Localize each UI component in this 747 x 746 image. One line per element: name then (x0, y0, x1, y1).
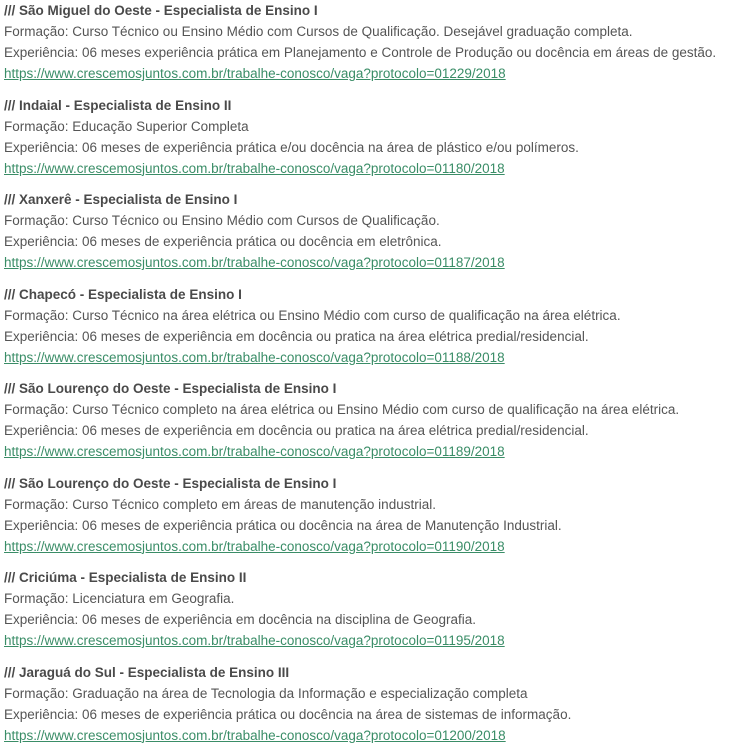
job-formacao: Formação: Curso Técnico completo na área elétrica ou Ensino Médio com curso de qualificação na área elétrica. (4, 402, 680, 417)
job-link[interactable]: https://www.crescemosjuntos.com.br/trabalhe-conosco/vaga?protocolo=01190/2018 (4, 538, 505, 554)
job-listing (4, 567, 747, 651)
job-experiencia: Experiência: 06 meses experiência prática em Planejamento e Controle de Produção ou docência em áreas de gestão. (4, 45, 717, 60)
job-link[interactable]: https://www.crescemosjuntos.com.br/trabalhe-conosco/vaga?protocolo=01195/2018 (4, 633, 505, 648)
job-listing (4, 378, 747, 462)
job-title: /// Indaial - Especialista de Ensino II (4, 97, 232, 113)
job-formacao: Formação: Graduação na área de Tecnologia da Informação e especialização completa (4, 685, 528, 701)
job-experiencia: Experiência: 06 meses de experiência prática ou docência na área de Manutenção Industrial. (4, 517, 562, 533)
job-link[interactable]: https://www.crescemosjuntos.com.br/trabalhe-conosco/vaga?protocolo=01189/2018 (4, 444, 505, 459)
job-title: /// Criciúma - Especialista de Ensino II (4, 570, 247, 585)
job-link[interactable]: https://www.crescemosjuntos.com.br/trabalhe-conosco/vaga?protocolo=01229/2018 (4, 66, 506, 81)
job-listing (4, 189, 747, 273)
job-title: /// São Lourenço do Oeste - Especialista de Ensino I (4, 475, 337, 491)
job-listing (4, 473, 747, 557)
job-formacao: Formação: Curso Técnico ou Ensino Médio com Cursos de Qualificação. Desejável graduação completa. (4, 24, 633, 39)
job-formacao: Formação: Curso Técnico ou Ensino Médio com Cursos de Qualificação. (4, 213, 440, 228)
job-formacao: Formação: Licenciatura em Geografia. (4, 591, 235, 606)
job-experiencia: Experiência: 06 meses de experiência prática ou docência em eletrônica. (4, 234, 442, 249)
job-title: /// Jaraguá do Sul - Especialista de Ensino III (4, 664, 290, 680)
job-listing (4, 0, 747, 84)
job-formacao: Formação: Educação Superior Completa (4, 118, 249, 134)
job-link[interactable]: https://www.crescemosjuntos.com.br/trabalhe-conosco/vaga?protocolo=01187/2018 (4, 255, 505, 270)
job-experiencia: Experiência: 06 meses de experiência em docência na disciplina de Geografia. (4, 612, 477, 627)
job-title: /// Chapecó - Especialista de Ensino I (4, 286, 242, 302)
job-experiencia: Experiência: 06 meses de experiência prática ou docência na área de sistemas de informação. (4, 706, 572, 722)
job-listing (4, 95, 747, 179)
job-title: /// São Miguel do Oeste - Especialista de Ensino I (4, 3, 318, 18)
job-listing (4, 284, 747, 368)
job-link[interactable]: https://www.crescemosjuntos.com.br/trabalhe-conosco/vaga?protocolo=01180/2018 (4, 160, 505, 176)
job-title: /// Xanxerê - Especialista de Ensino I (4, 192, 238, 207)
job-link[interactable]: https://www.crescemosjuntos.com.br/trabalhe-conosco/vaga?protocolo=01200/2018 (4, 727, 506, 743)
job-link[interactable]: https://www.crescemosjuntos.com.br/trabalhe-conosco/vaga?protocolo=01188/2018 (4, 349, 505, 365)
job-experiencia: Experiência: 06 meses de experiência prática e/ou docência na área de plástico e/ou polímeros. (4, 139, 579, 155)
job-formacao: Formação: Curso Técnico na área elétrica ou Ensino Médio com curso de qualificação na área elétrica. (4, 307, 621, 323)
job-listing (4, 662, 747, 746)
job-experiencia: Experiência: 06 meses de experiência em docência ou pratica na área elétrica predial/residencial. (4, 328, 589, 344)
job-formacao: Formação: Curso Técnico completo em áreas de manutenção industrial. (4, 496, 436, 512)
job-title: /// São Lourenço do Oeste - Especialista de Ensino I (4, 381, 337, 396)
job-experiencia: Experiência: 06 meses de experiência em docência ou pratica na área elétrica predial/residencial. (4, 423, 589, 438)
